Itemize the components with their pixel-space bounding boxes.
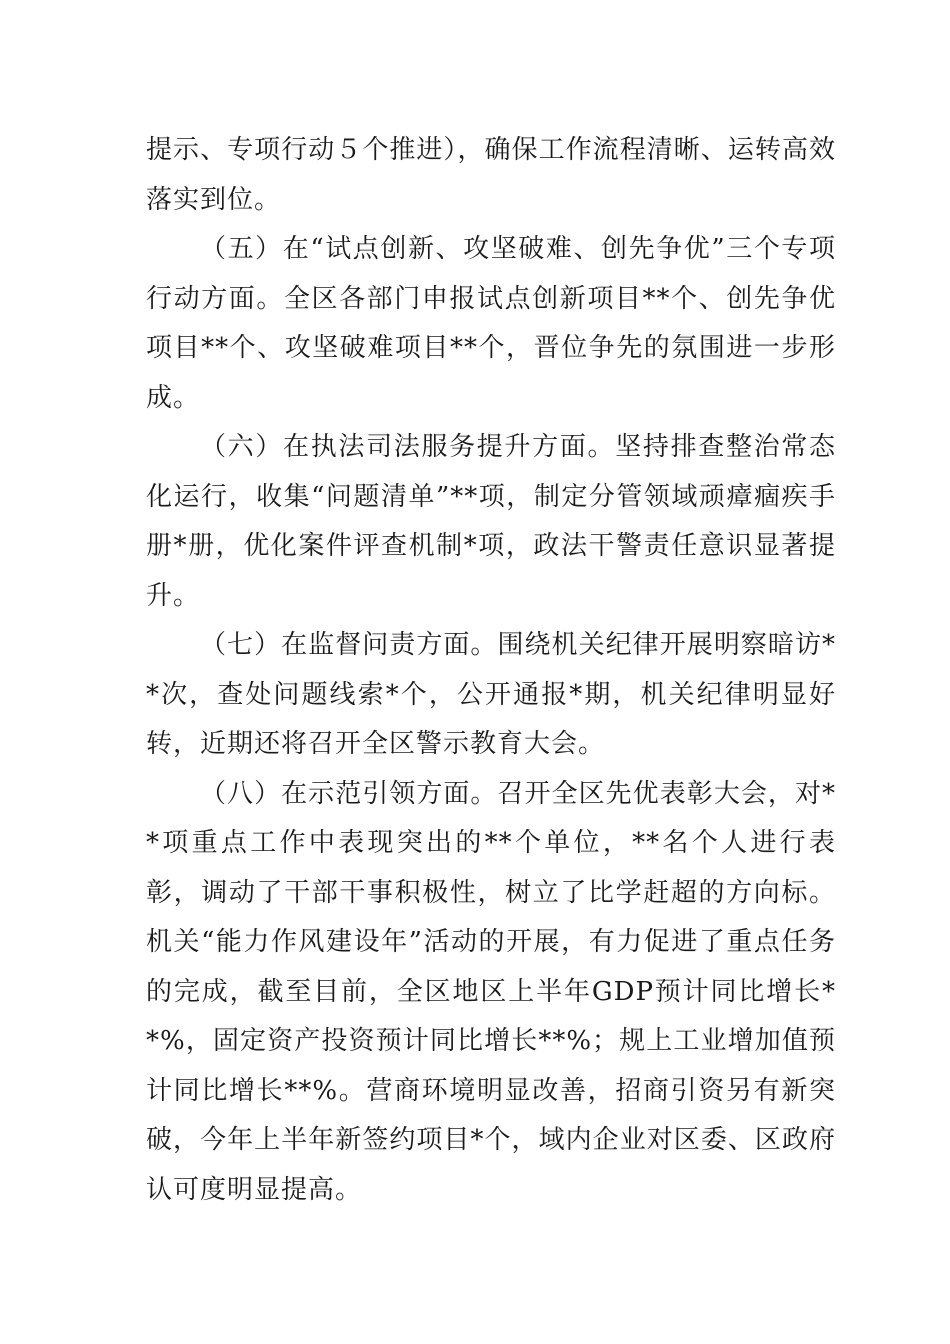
paragraph-section-eight: （八）在示范引领方面。召开全区先优表彰大会，对**项重点工作中表现突出的**个单位，**名个人进行表彰，调动了干部干事积极性，树立了比学赶超的方向标。机关“能力作风建设年”活动的开展，有力促进了重点任务的完成，截至目前，全区地区上半年GDP预计同比增长**%，固定资产投资预计同比增长**%；规上工业增加值预计同比增长**%。营商环境明显改善，招商引资另有新突破，今年上半年新签约项目*个，域内企业对区委、区政府认可度明显提高。	[146, 778, 836, 1205]
document-body	[146, 126, 836, 1215]
paragraph-section-seven: （七）在监督问责方面。围绕机关纪律开展明察暗访**次，查处问题线索*个，公开通报*期，机关纪律明显好转，近期还将召开全区警示教育大会。	[146, 630, 836, 759]
paragraph-section-five: （五）在“试点创新、攻坚破难、创先争优”三个专项行动方面。全区各部门申报试点创新项目**个、创先争优项目**个、攻坚破难项目**个，晋位争先的氛围进一步形成。	[146, 234, 836, 413]
paragraph-continuation: 提示、专项行动５个推进），确保工作流程清晰、运转高效落实到位。	[146, 135, 836, 215]
paragraph-section-six: （六）在执法司法服务提升方面。坚持排查整治常态化运行，收集“问题清单”**项，制定分管领域顽瘴痼疾手册*册，优化案件评查机制*项，政法干警责任意识显著提升。	[146, 432, 836, 611]
